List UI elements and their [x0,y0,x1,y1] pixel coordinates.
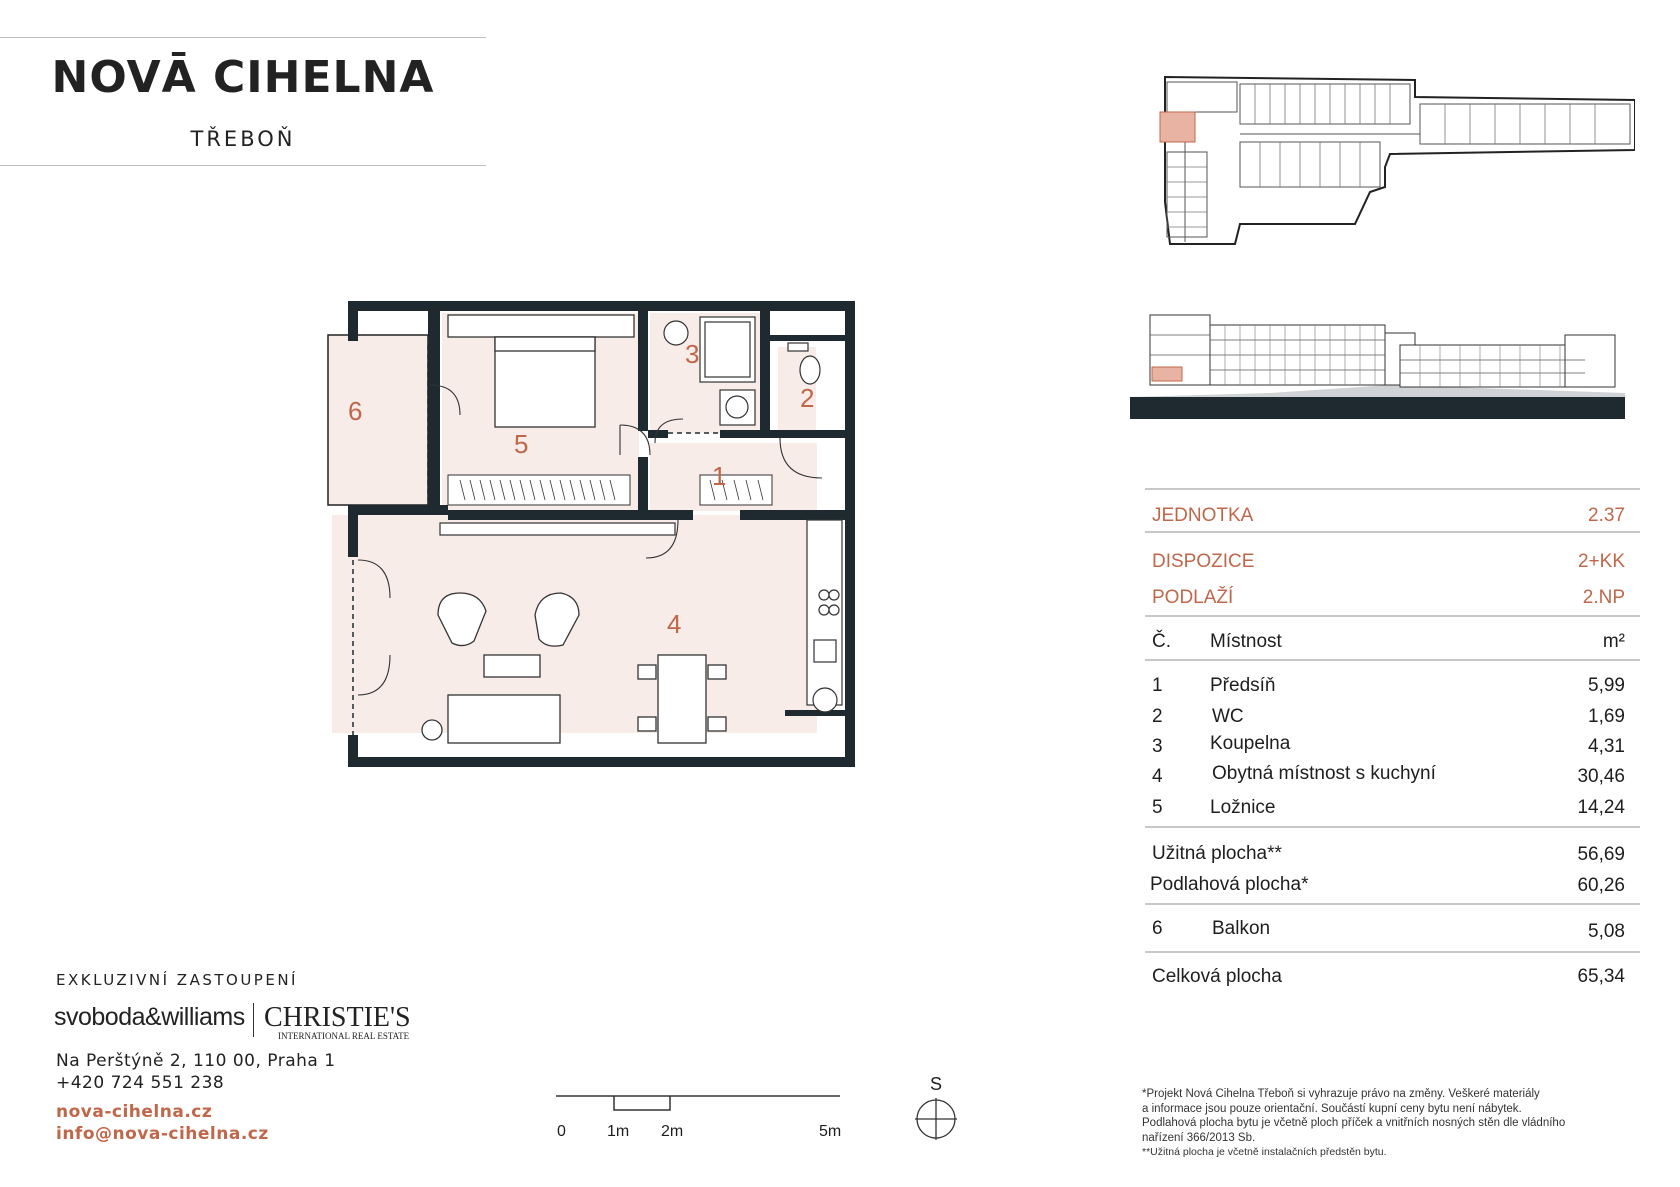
agency-logo-divider [253,1003,254,1037]
table-rule-1 [1145,488,1640,490]
floor-label: PODLAŽÍ [1152,587,1234,608]
room-row-4-name: Obytná místnost s kuchyní [1212,763,1436,784]
layout-label: DISPOZICE [1152,551,1255,572]
scale-tick-1m: 1m [607,1123,630,1140]
room-row-4-no: 4 [1152,766,1163,787]
room-row-3-name: Koupelna [1210,733,1291,754]
footnote-line-2: a informace jsou pouze orientační. Součástí kupní ceny bytu není nábytek. [1142,1102,1522,1115]
compass-label: S [930,1074,943,1094]
usable-area-label: Užitná plocha** [1152,843,1282,864]
col-header-room: Místnost [1210,631,1282,652]
room-number-2: 2 [800,383,815,413]
agency-heading: EXKLUZIVNÍ ZASTOUPENÍ [56,971,298,989]
room-row-3-area: 4,31 [1588,736,1625,757]
room-number-4: 4 [667,609,682,639]
unit-highlight-elevation [1152,367,1182,381]
footnote-block [1142,1087,1662,1160]
table-rule-7 [1145,951,1640,953]
agency-email-link[interactable]: info@nova-cihelna.cz [56,1124,269,1144]
table-rule-2 [1145,531,1640,533]
agency-logo-svoboda: svoboda&williams [54,1003,245,1031]
footnote-line-1: *Projekt Nová Cihelna Třeboň si vyhrazuje právo na změny. Veškeré materiály [1142,1088,1540,1100]
balcony-label: Balkon [1212,918,1271,939]
unit-value: 2.37 [1588,505,1625,526]
room-row-2-name: WC [1212,706,1244,727]
agency-logo-christies: CHRISTIE'S [264,1002,411,1033]
usable-area-value: 56,69 [1577,844,1625,865]
room-row-4-area: 30,46 [1577,766,1625,787]
site-plan-thumbnail [1145,72,1635,247]
room-number-5: 5 [514,429,529,459]
floor-value: 2.NP [1582,587,1625,608]
scale-bar [550,1090,850,1130]
room-row-1-name: Předsíň [1210,675,1276,696]
room-number-3: 3 [685,339,700,369]
balcony-no: 6 [1152,918,1163,939]
table-rule-6 [1145,903,1640,905]
total-area-label: Celková plocha [1152,966,1282,987]
room-row-5-no: 5 [1152,797,1163,818]
brand-title: NOVĀ CIHELNA [51,52,435,103]
compass-icon [914,1097,958,1141]
room-row-2-no: 2 [1152,706,1163,727]
agency-phone[interactable]: +420 724 551 238 [56,1073,225,1093]
room-row-2-area: 1,69 [1588,706,1625,727]
room-row-1-area: 5,99 [1588,675,1625,696]
header-rule-bottom [0,165,486,166]
scale-tick-2m: 2m [661,1123,684,1140]
room-row-5-area: 14,24 [1577,797,1625,818]
balcony-value: 5,08 [1588,921,1625,942]
table-rule-5 [1145,826,1640,828]
table-rule-4 [1145,659,1640,661]
agency-web-link[interactable]: nova-cihelna.cz [56,1102,213,1122]
unit-label: JEDNOTKA [1152,505,1254,526]
unit-highlight-siteplan [1160,112,1195,142]
room-number-1: 1 [712,461,727,491]
footnote-line-3: Podlahová plocha bytu je včetně ploch příček a vnitřních nosných stěn dle vládního [1142,1117,1566,1129]
room-row-5-name: Ložnice [1210,797,1276,818]
brand-city: TŘEBOŇ [190,127,296,151]
room-row-3-no: 3 [1152,736,1163,757]
room-row-1-no: 1 [1152,675,1163,696]
layout-value: 2+KK [1577,551,1625,572]
col-header-no: Č. [1152,631,1171,652]
col-header-area: m² [1602,631,1625,652]
building-elevation-thumbnail [1130,305,1625,420]
agency-address: Na Perštýně 2, 110 00, Praha 1 [56,1051,336,1071]
agency-logo-christies-sub: INTERNATIONAL REAL ESTATE [278,1031,410,1041]
floor-area-label: Podlahová plocha* [1150,874,1309,895]
scale-tick-5m: 5m [819,1123,842,1140]
footnote-line-4: nařízení 366/2013 Sb. [1142,1131,1256,1144]
table-rule-3 [1145,615,1640,617]
scale-tick-0: 0 [557,1123,566,1140]
apartment-floor-plan [320,295,865,775]
footnote-line-5: **Užitná plocha je včetně instalačních předstěn bytu. [1142,1146,1387,1158]
room-number-6: 6 [348,396,363,426]
total-area-value: 65,34 [1577,966,1625,987]
floor-area-value: 60,26 [1577,875,1625,896]
header-rule-top [0,37,486,38]
